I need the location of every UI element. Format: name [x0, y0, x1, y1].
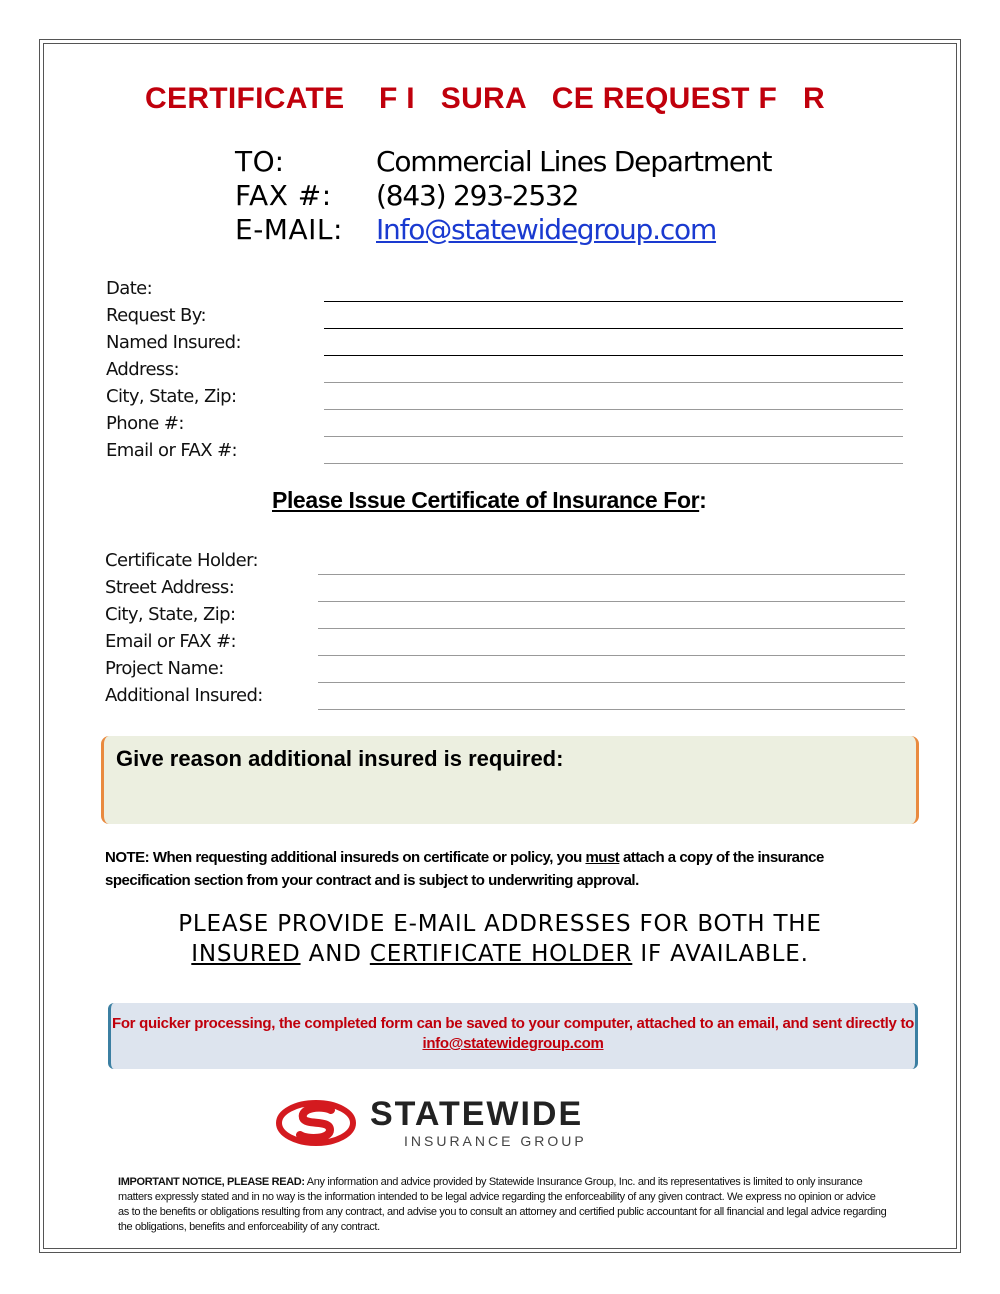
city-state-zip-field[interactable] [324, 409, 903, 410]
certificate-holder-field[interactable] [318, 574, 905, 575]
reason-box[interactable] [101, 736, 919, 824]
note-suffix: attach a copy of the insurance specification section from your contract and is subject to underwriting approval. [105, 849, 824, 889]
insured-word: INSURED [191, 941, 301, 967]
and-word: AND [300, 941, 370, 967]
certificate-holder-label: Certificate Holder: [105, 550, 259, 571]
section-heading-text: Please Issue Certificate of Insurance For [272, 487, 700, 513]
section-heading [272, 487, 706, 514]
quick-processing-link[interactable]: info@statewidegroup.com [422, 1035, 604, 1052]
holder-city-state-zip-label: City, State, Zip: [105, 604, 236, 625]
quick-processing-text [111, 1014, 915, 1054]
project-name-field[interactable] [318, 682, 905, 683]
date-label: Date: [106, 278, 153, 299]
address-field[interactable] [324, 382, 903, 383]
note-emphasis: must [585, 849, 620, 866]
holder-email-or-fax-label: Email or FAX #: [105, 631, 237, 652]
logo-wordmark: STATEWIDE [370, 1095, 584, 1133]
note-text [105, 846, 885, 892]
request-by-field[interactable] [324, 328, 903, 329]
holder-city-state-zip-field[interactable] [318, 628, 905, 629]
important-notice [118, 1175, 888, 1235]
statewide-logo-icon [276, 1098, 358, 1148]
fax-label: FAX #: [235, 179, 332, 212]
holder-email-or-fax-field[interactable] [318, 655, 905, 656]
phone-label: Phone #: [106, 413, 184, 434]
request-by-label: Request By: [106, 305, 206, 326]
date-field[interactable] [324, 301, 903, 302]
email-or-fax-label: Email or FAX #: [106, 440, 238, 461]
street-address-field[interactable] [318, 601, 905, 602]
if-available-word: IF AVAILABLE. [632, 941, 809, 967]
note-prefix: NOTE: When requesting additional insureds on certificate or policy, you [105, 849, 586, 866]
quick-processing-body: For quicker processing, the completed form can be saved to your computer, attached to an email, and sent directly to [111, 1015, 915, 1032]
to-value: Commercial Lines Department [376, 145, 772, 178]
email-or-fax-field[interactable] [324, 463, 903, 464]
section-heading-colon: : [699, 487, 707, 513]
street-address-label: Street Address: [105, 577, 235, 598]
email-link[interactable]: Info@statewidegroup.com [376, 213, 717, 246]
additional-insured-label: Additional Insured: [105, 685, 263, 706]
quick-processing-box [108, 1003, 918, 1069]
form-title: CERTIFICATE F I SURA CE REQUEST F R [145, 82, 825, 115]
to-label: TO: [235, 145, 285, 178]
named-insured-field[interactable] [324, 355, 903, 356]
logo-subtitle: INSURANCE GROUP [404, 1133, 587, 1149]
city-state-zip-label: City, State, Zip: [106, 386, 237, 407]
named-insured-label: Named Insured: [106, 332, 241, 353]
notice-label: IMPORTANT NOTICE, PLEASE READ: [118, 1176, 305, 1188]
certificate-holder-word: CERTIFICATE HOLDER [369, 941, 633, 967]
address-label: Address: [106, 359, 179, 380]
email-label: E-MAIL: [235, 213, 343, 246]
reason-label: Give reason additional insured is required: [116, 746, 564, 771]
fax-value: (843) 293-2532 [376, 179, 579, 212]
additional-insured-field[interactable] [318, 709, 905, 710]
provide-emails-line2 [0, 941, 1000, 967]
phone-field[interactable] [324, 436, 903, 437]
provide-emails-line1: PLEASE PROVIDE E-MAIL ADDRESSES FOR BOTH THE [178, 911, 822, 937]
notice-body: Any information and advice provided by Statewide Insurance Group, Inc. and its representatives is limited to only insurance matters expressly stated and in no way is the information intended to be legal advice regarding the enforceability of any given contract. We express no opinion or advice as to the benefits or obligations resulting from any contract, and advise you to consult an attorney and certified public accountant for all financial and legal advice regarding the obligations, benefits and enforceability of any contract. [118, 1176, 887, 1233]
project-name-label: Project Name: [105, 658, 224, 679]
